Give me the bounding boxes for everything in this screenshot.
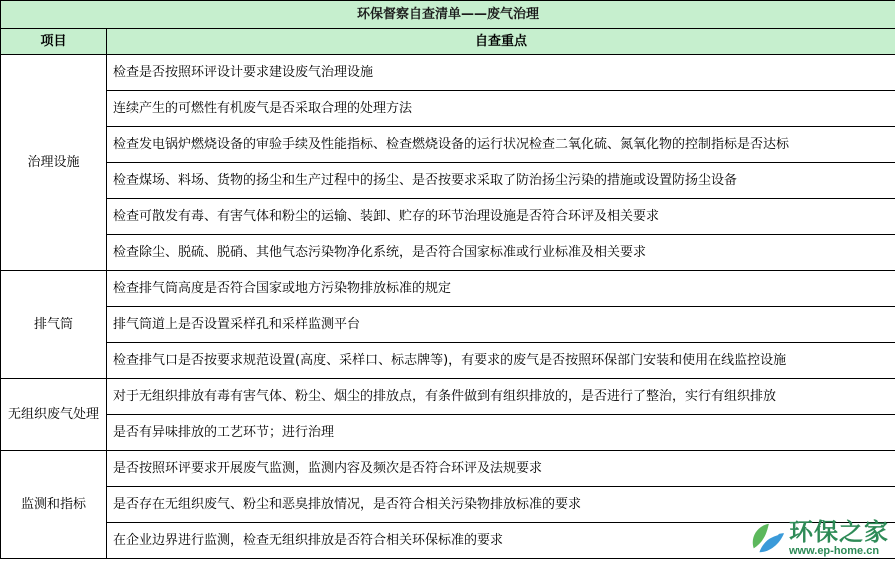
header-row — [1, 29, 895, 55]
table-row — [1, 199, 895, 235]
check-item: 检查煤场、料场、货物的扬尘和生产过程中的扬尘、是否按要求采取了防治扬尘污染的措施或设置防扬尘设备 — [107, 163, 895, 199]
table-row — [1, 127, 895, 163]
column-header-item: 项目 — [1, 29, 107, 55]
check-item: 检查除尘、脱硫、脱硝、其他气态污染物净化系统，是否符合国家标准或行业标准及相关要求 — [107, 235, 895, 271]
check-item: 是否按照环评要求开展废气监测，监测内容及频次是否符合环评及法规要求 — [107, 451, 895, 487]
table-row — [1, 343, 895, 379]
category-cell: 无组织废气处理 — [1, 379, 107, 451]
table-body — [1, 1, 895, 559]
category-cell: 排气筒 — [1, 271, 107, 379]
check-item: 对于无组织排放有毒有害气体、粉尘、烟尘的排放点，有条件做到有组织排放的，是否进行了整治，实行有组织排放 — [107, 379, 895, 415]
category-cell: 监测和指标 — [1, 451, 107, 559]
watermark-url: www.ep-home.cn — [789, 545, 880, 557]
check-item: 是否有异味排放的工艺环节；进行治理 — [107, 415, 895, 451]
sheet-title: 环保督察自查清单——废气治理 — [1, 1, 895, 29]
check-item: 检查排气筒高度是否符合国家或地方污染物排放标准的规定 — [107, 271, 895, 307]
check-item: 在企业边界进行监测，检查无组织排放是否符合相关环保标准的要求 — [107, 523, 895, 559]
table-row — [1, 55, 895, 91]
category-cell: 治理设施 — [1, 55, 107, 271]
table-row — [1, 271, 895, 307]
title-row — [1, 1, 895, 29]
table-row — [1, 487, 895, 523]
column-header-focus: 自查重点 — [107, 29, 895, 55]
check-item: 排气筒道上是否设置采样孔和采样监测平台 — [107, 307, 895, 343]
table-row — [1, 235, 895, 271]
check-item: 检查可散发有毒、有害气体和粉尘的运输、装卸、贮存的环节治理设施是否符合环评及相关要求 — [107, 199, 895, 235]
table-row — [1, 307, 895, 343]
check-item: 是否存在无组织废气、粉尘和恶臭排放情况，是否符合相关污染物排放标准的要求 — [107, 487, 895, 523]
check-item: 连续产生的可燃性有机废气是否采取合理的处理方法 — [107, 91, 895, 127]
check-item: 检查是否按照环评设计要求建设废气治理设施 — [107, 55, 895, 91]
table-row — [1, 379, 895, 415]
table-row — [1, 415, 895, 451]
watermark-name: 环保之家 — [789, 518, 889, 546]
table-row — [1, 451, 895, 487]
check-item: 检查发电锅炉燃烧设备的审验手续及性能指标、检查燃烧设备的运行状况检查二氧化硫、氮氧化物的控制指标是否达标 — [107, 127, 895, 163]
table-row — [1, 163, 895, 199]
check-item: 检查排气口是否按要求规范设置(高度、采样口、标志牌等)，有要求的废气是否按照环保部门安装和使用在线监控设施 — [107, 343, 895, 379]
table-row — [1, 91, 895, 127]
table-row — [1, 523, 895, 559]
